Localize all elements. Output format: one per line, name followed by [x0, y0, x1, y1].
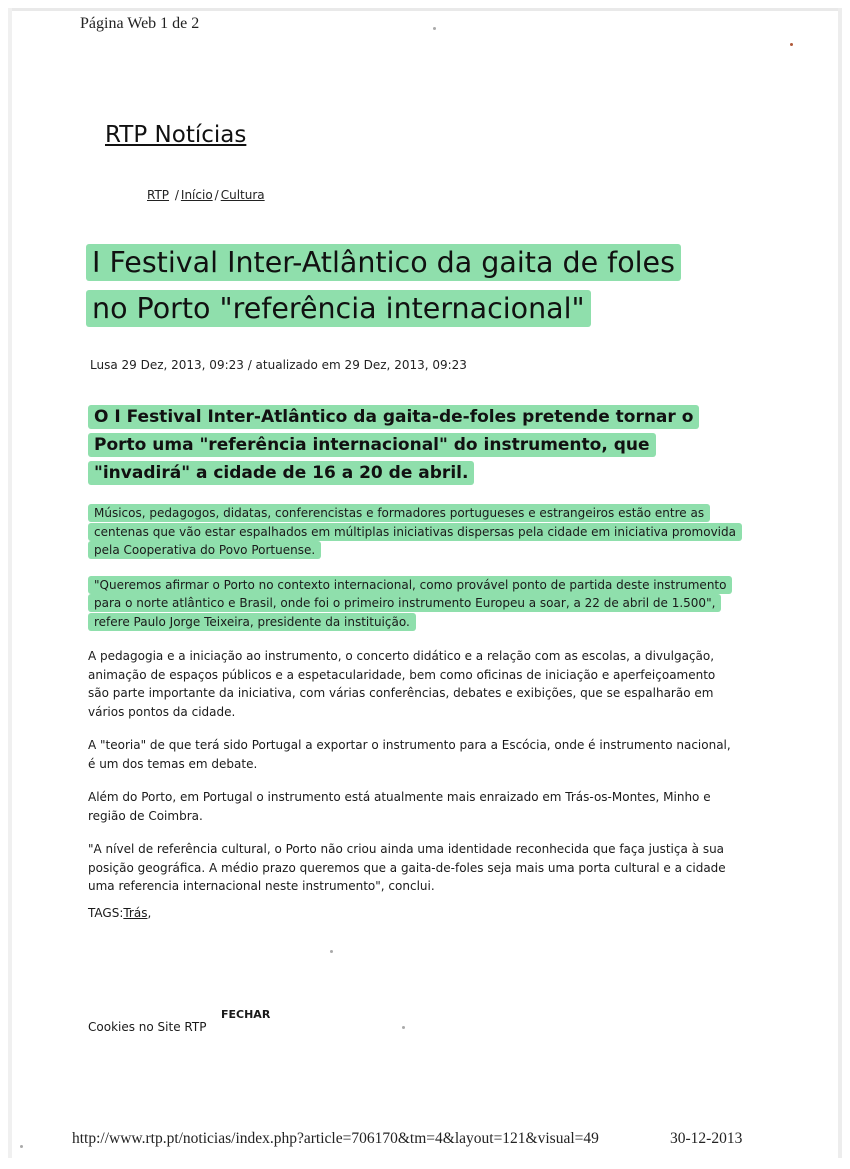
close-cookies-button[interactable]: FECHAR [221, 1008, 271, 1021]
article-meta: Lusa 29 Dez, 2013, 09:23 / atualizado em 29 Dez, 2013, 09:23 [90, 358, 467, 372]
article-paragraph-text: Músicos, pedagogos, didatas, conferencistas e formadores portugueses e estrangeiros estão entre as centenas que vão estar espalhados em múltiplas iniciativas dispersas pela cidade em iniciativa promovida pela Cooperativa do Povo Portuense. [88, 504, 742, 559]
article-title-line-1: I Festival Inter-Atlântico da gaita de foles [86, 244, 681, 281]
print-page-url: http://www.rtp.pt/noticias/index.php?article=706170&tm=4&layout=121&visual=49 [72, 1130, 599, 1147]
tag-link[interactable]: Trás [123, 906, 148, 920]
scan-edge-top [10, 8, 840, 11]
scan-speck [402, 1026, 405, 1029]
breadcrumb-item-inicio[interactable]: Início [180, 188, 213, 202]
tags-label: TAGS: [88, 906, 124, 920]
print-page-date: 30-12-2013 [670, 1130, 743, 1147]
scan-edge-left [8, 8, 12, 1158]
article-paragraph: A "teoria" de que terá sido Portugal a exportar o instrumento para a Escócia, onde é instrumento nacional, é um dos temas em debate. [88, 738, 731, 771]
article-title-line-2: no Porto "referência internacional" [86, 290, 591, 327]
breadcrumb-separator: / [174, 188, 179, 202]
scan-speck [20, 1145, 23, 1148]
scan-speck [330, 950, 333, 953]
tags-trailing: , [147, 906, 152, 920]
scan-speck [790, 43, 793, 46]
article-paragraph: A pedagogia e a iniciação ao instrumento, o concerto didático e a relação com as escolas, a divulgação, animação de espaços públicos e a espetacularidade, bem como oficinas de iniciação e aperfeiçoamento são parte importante da iniciativa, com várias conferências, debates e exibições, que se espalharão em vários pontos da cidade. [88, 649, 716, 719]
article-tags [88, 906, 151, 920]
article-paragraph: "A nível de referência cultural, o Porto não criou ainda uma identidade reconhecida que faça justiça à sua posição geográfica. A médio prazo queremos que a gaita-de-foles seja mais uma porta cultural e a cidade uma referencia internacional neste instrumento", conclui. [88, 842, 726, 893]
article-paragraph-text: "Queremos afirmar o Porto no contexto internacional, como provável ponto de partida deste instrumento para o norte atlântico e Brasil, onde foi o primeiro instrumento Europeu a soar, a 22 de abril de 1.500", refere Paulo Jorge Teixeira, presidente da instituição. [88, 576, 732, 631]
breadcrumb-item-cultura[interactable]: Cultura [220, 188, 265, 202]
article-lead [88, 403, 748, 487]
article-paragraph [88, 576, 738, 632]
print-page-header: Página Web 1 de 2 [80, 15, 200, 32]
breadcrumb [147, 188, 265, 202]
scan-speck [433, 27, 436, 30]
article-lead-text: O I Festival Inter-Atlântico da gaita-de-foles pretende tornar o Porto uma "referência internacional" do instrumento, que "invadirá" a cidade de 16 a 20 de abril. [88, 405, 699, 485]
breadcrumb-item-rtp[interactable]: RTP [147, 188, 170, 202]
article-paragraph [88, 504, 738, 560]
article-title [86, 240, 766, 332]
article-body [88, 504, 738, 911]
breadcrumb-separator: / [214, 188, 219, 202]
site-title-link[interactable]: RTP Notícias [105, 122, 247, 148]
cookies-notice: Cookies no Site RTP [88, 1020, 207, 1034]
scan-edge-right [838, 8, 842, 1158]
article-paragraph: Além do Porto, em Portugal o instrumento está atualmente mais enraizado em Trás-os-Montes, Minho e região de Coimbra. [88, 790, 711, 823]
